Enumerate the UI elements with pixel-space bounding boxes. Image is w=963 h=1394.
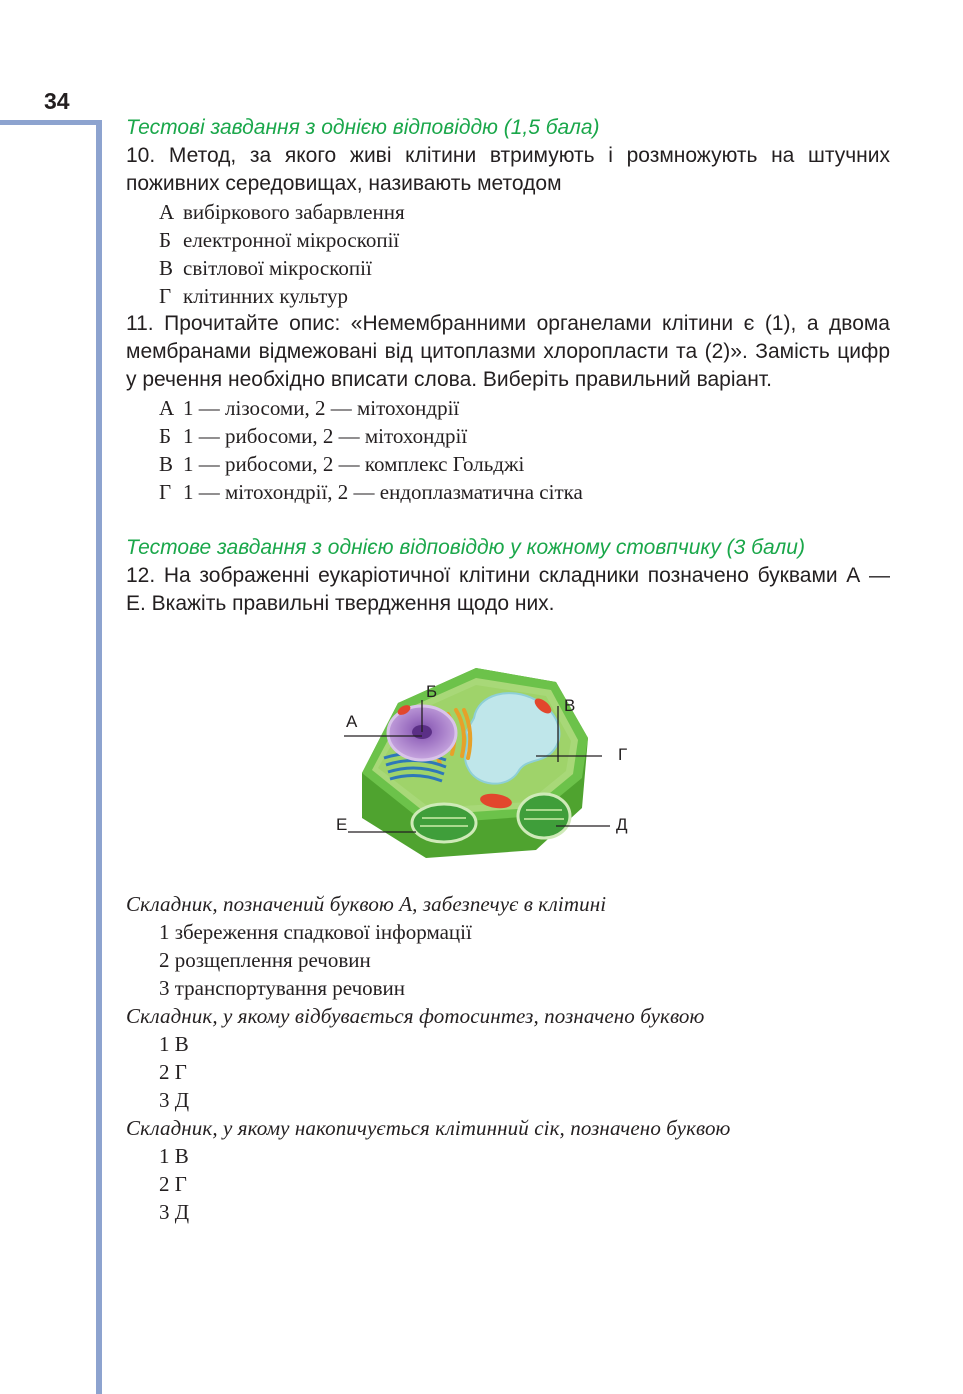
stem-3-options — [126, 1142, 890, 1226]
margin-rule-horizontal — [0, 120, 100, 125]
option: 1 В — [159, 1144, 189, 1168]
page-content — [126, 114, 890, 1226]
option-text: 1 — мітохондрії, 2 — ендоплазматична сітка — [183, 480, 583, 504]
question-10-options — [126, 198, 890, 310]
option: 2 Г — [159, 1060, 187, 1084]
option: 2 Г — [159, 1172, 187, 1196]
option-text: вибіркового забарвлення — [183, 200, 405, 224]
question-11-options — [126, 394, 890, 506]
label-D: Д — [616, 815, 628, 834]
label-G: Г — [618, 745, 628, 764]
option-letter: Г — [159, 284, 172, 308]
option: 3 Д — [159, 1088, 190, 1112]
stem-1: Складник, позначений буквою А, забезпечує в клітині — [126, 892, 607, 916]
option — [159, 254, 890, 282]
option-text: світлової мікроскопії — [183, 256, 372, 280]
option-letter: В — [159, 256, 174, 280]
stem-2-options — [126, 1030, 890, 1114]
option — [159, 282, 890, 310]
option — [159, 394, 890, 422]
option: 2 розщеплення речовин — [159, 948, 371, 972]
stem-2: Складник, у якому відбувається фотосинтез, позначено буквою — [126, 1004, 705, 1028]
eukaryotic-cell-figure — [126, 618, 890, 890]
option-text: клітинних культур — [183, 284, 349, 308]
option: 3 Д — [159, 1200, 190, 1224]
stem-1-options — [126, 918, 890, 1002]
option-letter: Б — [159, 228, 172, 252]
option — [159, 478, 890, 506]
option-letter: А — [159, 200, 175, 224]
section-heading-single-answer: Тестові завдання з однією відповіддю (1,5 бала) — [126, 116, 600, 139]
label-B: Б — [426, 682, 438, 701]
option — [159, 422, 890, 450]
option — [159, 198, 890, 226]
stem-3: Складник, у якому накопичується клітинний сік, позначено буквою — [126, 1116, 731, 1140]
label-A: А — [346, 712, 358, 731]
question-12: 12. На зображенні еукаріотичної клітини складники позначено буквами А — Е. Вкажіть правильні твердження щодо них. — [126, 564, 890, 615]
option-letter: В — [159, 452, 174, 476]
option-text: електронної мікроскопії — [183, 228, 400, 252]
section-heading-per-column: Тестове завдання з однією відповіддю у кожному стовпчику (3 бали) — [126, 536, 805, 559]
label-V: В — [564, 696, 576, 715]
question-10: 10. Метод, за якого живі клітини втримують і розмножують на штучних поживних середовищах, називають методом — [126, 144, 890, 195]
page-number: 34 — [44, 88, 70, 114]
option — [159, 226, 890, 254]
label-E: Е — [336, 815, 348, 834]
option-letter: Г — [159, 480, 172, 504]
option: 1 збереження спадкової інформації — [159, 920, 472, 944]
question-11: 11. Прочитайте опис: «Немембранними органелами клітини є (1), а двома мембранами відмежовані від цитоплазми хлоропласти та (2)». Замість цифр у речення необхідно вписати слова. Виберіть правильний варіант. — [126, 312, 890, 391]
option: 1 В — [159, 1032, 189, 1056]
option-text: 1 — рибосоми, 2 — мітохондрії — [183, 424, 468, 448]
option-text: 1 — рибосоми, 2 — комплекс Гольджі — [183, 452, 525, 476]
cell-diagram — [126, 618, 890, 890]
margin-rule-vertical — [96, 120, 102, 1394]
option-letter: Б — [159, 424, 172, 448]
option-text: 1 — лізосоми, 2 — мітохондрії — [183, 396, 460, 420]
option-letter: А — [159, 396, 175, 420]
option: 3 транспортування речовин — [159, 976, 406, 1000]
option — [159, 450, 890, 478]
